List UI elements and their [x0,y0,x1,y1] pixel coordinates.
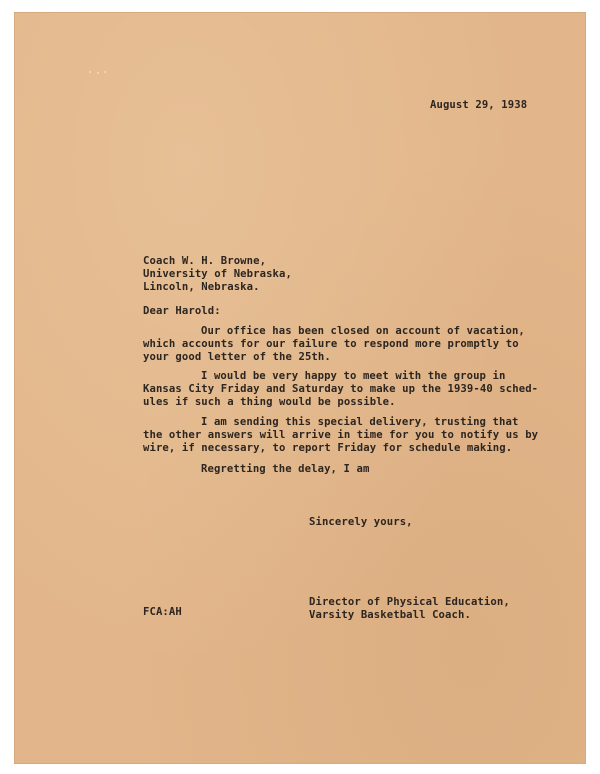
recipient-institution: University of Nebraska, [143,268,292,280]
signature-title: Director of Physical Education, [309,596,510,608]
paragraph-line: which accounts for our failure to respond more promptly to [143,338,519,350]
paper-speck [104,71,106,73]
salutation: Dear Harold: [143,305,221,317]
recipient-city: Lincoln, Nebraska. [143,281,260,293]
signature-title: Varsity Basketball Coach. [309,609,471,621]
paragraph-line: I am sending this special delivery, trusting that [201,416,519,428]
paragraph-line: the other answers will arrive in time for you to notify us by [143,429,539,441]
letter-date: August 29, 1938 [430,99,528,111]
closing-line: Regretting the delay, I am [201,463,370,475]
recipient-name: Coach W. H. Browne, [143,255,267,267]
paragraph-line: your good letter of the 25th. [143,351,331,363]
reference-initials: FCA:AH [143,606,182,618]
complimentary-close: Sincerely yours, [309,516,413,528]
paragraph-line: wire, if necessary, to report Friday for schedule making. [143,442,513,454]
paper-speck [89,71,91,73]
paragraph-line: ules if such a thing would be possible. [143,396,396,408]
paragraph-line: Kansas City Friday and Saturday to make up the 1939-40 sched- [143,383,539,395]
paper-speck [97,72,99,74]
paragraph-line: I would be very happy to meet with the group in [201,370,506,382]
paragraph-line: Our office has been closed on account of vacation, [201,325,525,337]
